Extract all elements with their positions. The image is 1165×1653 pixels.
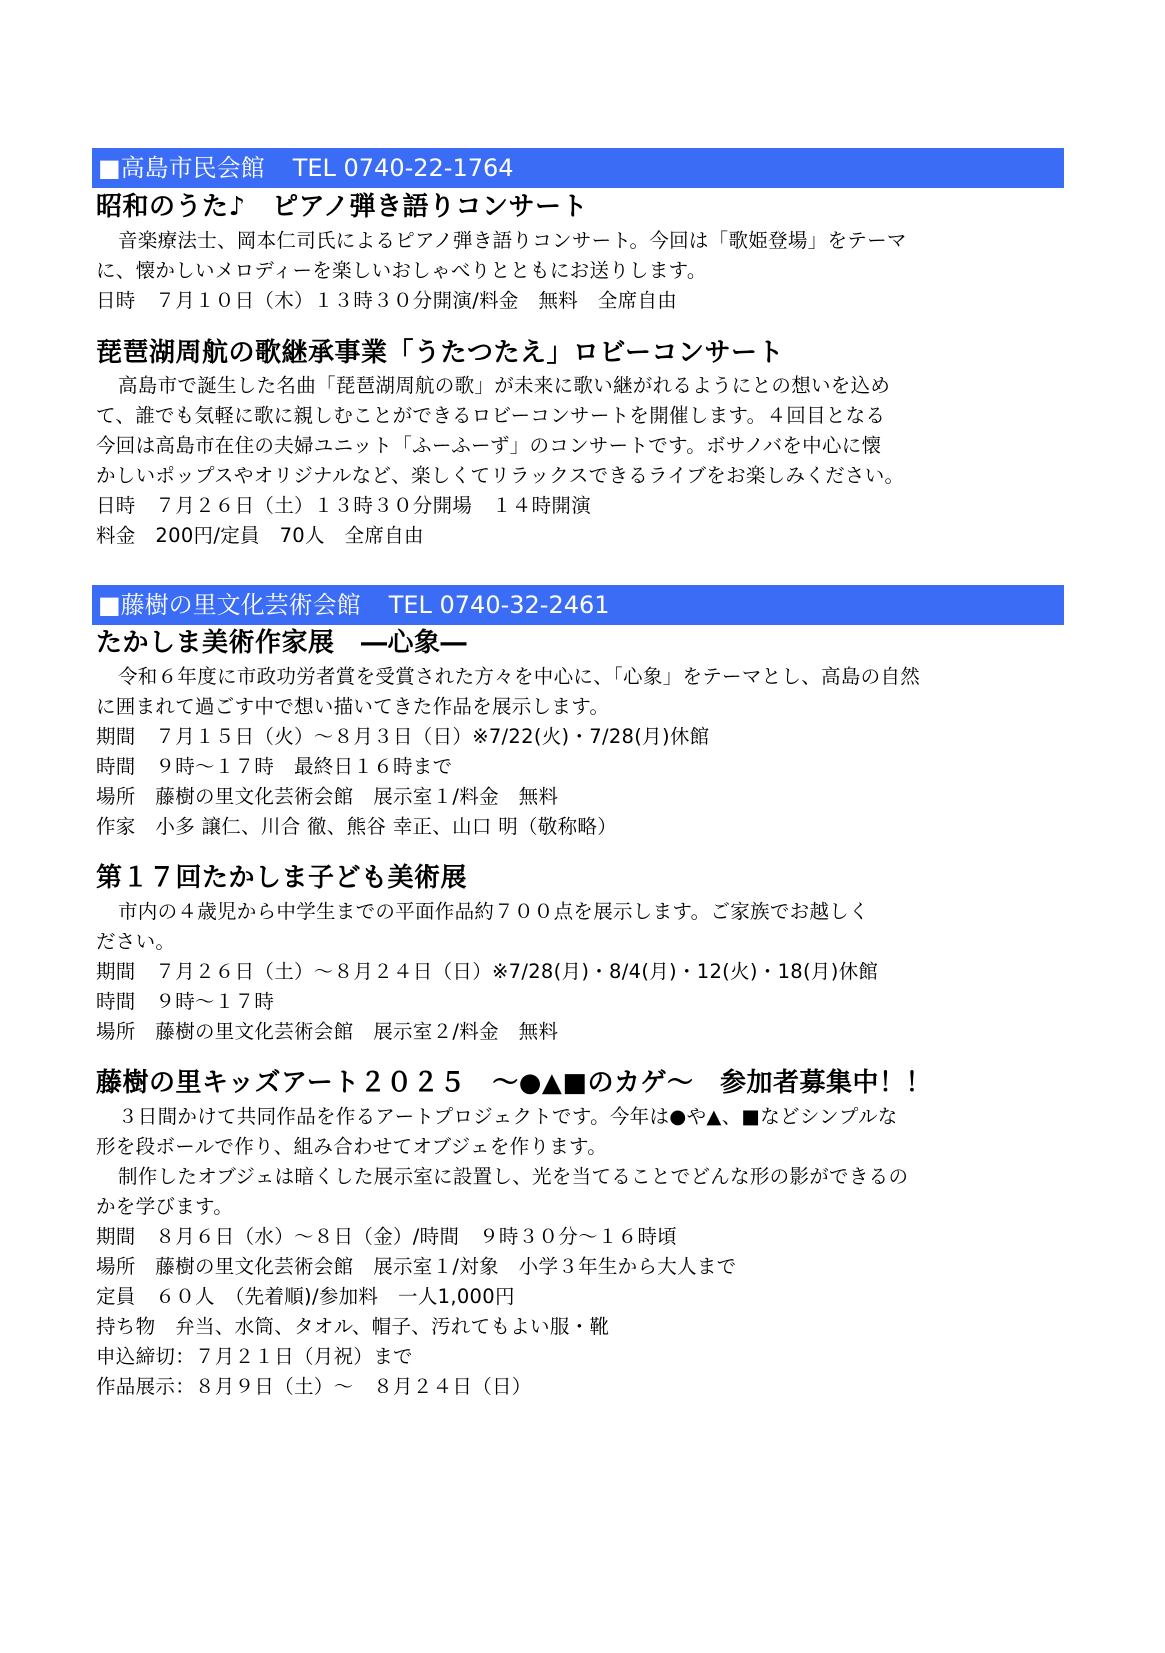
event-detail-line: 場所 藤樹の里文化芸術会館 展示室１/対象 小学３年生から大人まで (96, 1255, 737, 1278)
event-description-line: かしいポップスやオリジナルなど、楽しくてリラックスできるライブをお楽しみください。 (96, 464, 905, 487)
event-detail-line: 料金 200円/定員 70人 全席自由 (96, 524, 424, 547)
event-description-line: ３日間かけて共同作品を作るアートプロジェクトです。今年は●や▲、■などシンプルな (118, 1105, 898, 1128)
venue-header-toju-culture-art-hall (92, 585, 1064, 625)
event-title: 琵琶湖周航の歌継承事業「うたつたえ」ロビーコンサート (96, 338, 784, 368)
event-detail-line: 日時 ７月１０日（木）１３時３０分開演/料金 無料 全席自由 (96, 289, 678, 312)
event-description-line: 形を段ボールで作り、組み合わせてオブジェを作ります。 (96, 1135, 608, 1158)
event-detail-line: 期間 ７月１５日（火）～８月３日（日）※7/22(火)・7/28(月)休館 (96, 725, 710, 748)
event-description-line: 令和６年度に市政功労者賞を受賞された方々を中心に、「心象」をテーマとし、高島の自然 (118, 665, 921, 688)
event-detail-line: 時間 ９時～１７時 最終日１６時まで (96, 755, 453, 778)
event-detail-line: 定員 ６０人 （先着順)/参加料 一人1,000円 (96, 1285, 515, 1308)
event-detail-line: 作家 小多 譲仁、川合 徹、熊谷 幸正、山口 明（敬称略） (96, 815, 617, 838)
venue-name: ■高島市民会館 (98, 154, 265, 182)
event-description-line: に、懐かしいメロディーを楽しいおしゃべりとともにお送りします。 (96, 259, 707, 282)
event-description-line: ださい。 (96, 930, 176, 953)
venue-header-takashima-civic-hall (92, 148, 1064, 188)
event-title: 昭和のうた♪ ピアノ弾き語りコンサート (96, 192, 589, 222)
event-detail-line: 場所 藤樹の里文化芸術会館 展示室２/料金 無料 (96, 1020, 559, 1043)
event-description-line: て、誰でも気軽に歌に親しむことができるロビーコンサートを開催します。４回目となる (96, 404, 886, 427)
event-detail-line: 持ち物 弁当、水筒、タオル、帽子、汚れてもよい服・靴 (96, 1315, 610, 1338)
event-detail-line: 期間 ７月２６日（土）～８月２４日（日）※7/28(月)・8/4(月)・12(火)・18(月)休館 (96, 960, 879, 983)
event-description-line: 高島市で誕生した名曲「琵琶湖周航の歌」が未来に歌い継がれるようにとの想いを込め (118, 374, 891, 397)
event-description-line: かを学びます。 (96, 1195, 234, 1218)
event-detail-line: 期間 ８月６日（水）～８日（金）/時間 ９時３０分～１６時頃 (96, 1225, 678, 1248)
event-detail-line: 申込締切：７月２１日（月祝）まで (96, 1345, 413, 1368)
event-title: たかしま美術作家展 ―心象― (96, 628, 468, 658)
event-detail-line: 日時 ７月２６日（土）１３時３０分開場 １４時開演 (96, 494, 592, 517)
event-description-line: 音楽療法士、岡本仁司氏によるピアノ弾き語りコンサート。今回は「歌姫登場」をテーマ (118, 229, 907, 252)
event-detail-line: 時間 ９時～１７時 (96, 990, 275, 1013)
event-description-line: 今回は高島市在住の夫婦ユニット「ふーふーず」のコンサートです。ボサノバを中心に懐 (96, 434, 882, 457)
venue-tel: TEL 0740-32-2461 (388, 591, 610, 619)
event-title: 第１７回たかしま子ども美術展 (96, 863, 468, 893)
event-detail-line: 作品展示：８月９日（土）～ ８月２４日（日） (96, 1375, 532, 1398)
event-detail-line: 場所 藤樹の里文化芸術会館 展示室１/料金 無料 (96, 785, 559, 808)
venue-name: ■藤樹の里文化芸術会館 (98, 591, 361, 619)
event-description-line: 市内の４歳児から中学生までの平面作品約７００点を展示します。ご家族でお越しく (118, 900, 869, 923)
event-description-line: 制作したオブジェは暗くした展示室に設置し、光を当てることでどんな形の影ができるの (118, 1165, 909, 1188)
event-title: 藤樹の里キッズアート２０２５ ～●▲■のカゲ～ 参加者募集中！！ (96, 1068, 932, 1098)
event-description-line: に囲まれて過ごす中で想い描いてきた作品を展示します。 (96, 695, 610, 718)
venue-tel: TEL 0740-22-1764 (292, 154, 514, 182)
